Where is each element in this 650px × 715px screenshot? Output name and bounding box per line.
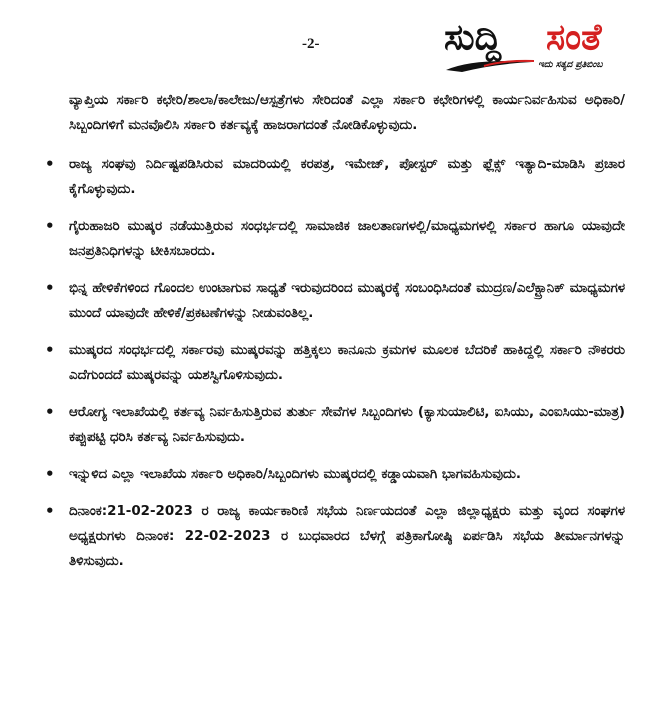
page-number: -2-: [302, 36, 320, 52]
news-logo: [444, 16, 640, 76]
bullet-icon: •: [45, 502, 55, 520]
document-body: [45, 88, 625, 586]
list-item-text: ಇನ್ನುಳಿದ ಎಲ್ಲಾ ಇಲಾಖೆಯ ಸರ್ಕಾರಿ ಅಧಿಕಾರಿ/ಸಿಬ್ಬಂದಿಗಳು ಮುಷ್ಕರದಲ್ಲಿ ಕಡ್ಡಾಯವಾಗಿ ಭಾಗವಹಿಸುವುದು.: [69, 467, 522, 482]
logo-tagline: ಇದು ಸತ್ಯದ ಪ್ರತಿಬಿಂಬ: [538, 60, 603, 70]
bullet-icon: •: [45, 403, 55, 421]
intro-paragraph: ವ್ಯಾಪ್ತಿಯ ಸರ್ಕಾರಿ ಕಛೇರಿ/ಶಾಲಾ/ಕಾಲೇಜು/ಆಸ್ಪತ್ರೆಗಳು ಸೇರಿದಂತೆ ಎಲ್ಲಾ ಸರ್ಕಾರಿ ಕಛೇರಿಗಳಲ್ಲಿ ಕಾರ್ಯನಿರ್ವಹಿಸುವ ಅಧಿಕಾರಿ/ಸಿಬ್ಬಂದಿಗಳಿಗೆ ಮನವೊಲಿಸಿ ಸರ್ಕಾರಿ ಕರ್ತವ್ಯಕ್ಕೆ ಹಾಜರಾಗದಂತೆ ನೋಡಿಕೊಳ್ಳುವುದು.: [69, 93, 625, 133]
bullet-icon: •: [45, 217, 55, 235]
list-item: [45, 499, 625, 574]
list-item-text: ಭಿನ್ನ ಹೇಳಿಕೆಗಳಿಂದ ಗೊಂದಲ ಉಂಟಾಗುವ ಸಾಧ್ಯತೆ ಇರುವುದರಿಂದ ಮುಷ್ಕರಕ್ಕೆ ಸಂಬಂಧಿಸಿದಂತೆ ಮುದ್ರಣ/ಎಲೆಕ್ಟ್ರಾನಿಕ್ ಮಾಧ್ಯಮಗಳ ಮುಂದೆ ಯಾವುದೇ ಹೇಳಿಕೆ/ಪ್ರಕಟಣೆಗಳನ್ನು ನೀಡುವಂತಿಲ್ಲ.: [69, 281, 625, 321]
list-item-text: ರಾಜ್ಯ ಸಂಘವು ನಿರ್ದಿಷ್ಟಪಡಿಸಿರುವ ಮಾದರಿಯಲ್ಲಿ ಕರಪತ್ರ, ಇಮೇಜ್, ಪೋಸ್ಟರ್ ಮತ್ತು ಫ್ಲೆಕ್ಸ್ ಇತ್ಯಾದಿ-ಮಾಡಿಸಿ ಪ್ರಚಾರ ಕೈಗೊಳ್ಳುವುದು.: [69, 157, 625, 197]
bullet-icon: •: [45, 341, 55, 359]
list-item-text: ಆರೋಗ್ಯ ಇಲಾಖೆಯಲ್ಲಿ ಕರ್ತವ್ಯ ನಿರ್ವಹಿಸುತ್ತಿರುವ ತುರ್ತು ಸೇವೆಗಳ ಸಿಬ್ಬಂದಿಗಳು (ಕ್ಯಾಸುಯಾಲಿಟಿ, ಐಸಿಯು, ಎಂಐಸಿಯು-ಮಾತ್ರ) ಕಪ್ಪುಪಟ್ಟಿ ಧರಿಸಿ ಕರ್ತವ್ಯ ನಿರ್ವಹಿಸುವುದು.: [69, 405, 625, 445]
list-item-text: ಗೈರುಹಾಜರಿ ಮುಷ್ಕರ ನಡೆಯುತ್ತಿರುವ ಸಂಧರ್ಭದಲ್ಲಿ ಸಾಮಾಜಿಕ ಜಾಲತಾಣಗಳಲ್ಲಿ/ಮಾಧ್ಯಮಗಳಲ್ಲಿ ಸರ್ಕಾರ ಹಾಗೂ ಯಾವುದೇ ಜನಪ್ರತಿನಿಧಿಗಳನ್ನು ಟೀಕಿಸಬಾರದು.: [69, 219, 625, 259]
list-item: [45, 152, 625, 202]
list-item: [45, 338, 625, 388]
bullet-icon: •: [45, 155, 55, 173]
logo-swoosh-icon: [444, 56, 536, 74]
list-item: [45, 400, 625, 450]
list-item-text: ಮುಷ್ಕರದ ಸಂಧರ್ಭದಲ್ಲಿ ಸರ್ಕಾರವು ಮುಷ್ಕರವನ್ನು ಹತ್ತಿಕ್ಕಲು ಕಾನೂನು ಕ್ರಮಗಳ ಮೂಲಕ ಬೆದರಿಕೆ ಹಾಕಿದ್ದಲ್ಲಿ ಸರ್ಕಾರಿ ನೌಕರರು ಎದೆಗುಂದದೆ ಮುಷ್ಕರವನ್ನು ಯಶಸ್ವಿಗೊಳಿಸುವುದು.: [69, 343, 625, 383]
list-item: [45, 214, 625, 264]
list-item: [45, 462, 625, 487]
bullet-icon: •: [45, 465, 55, 483]
list-item-text: ದಿನಾಂಕ:21-02-2023 ರ ರಾಜ್ಯ ಕಾರ್ಯಕಾರಿಣಿ ಸಭೆಯ ನಿರ್ಣಯದಂತೆ ಎಲ್ಲಾ ಜಿಲ್ಲಾಧ್ಯಕ್ಷರು ಮತ್ತು ವೃಂದ ಸಂಘಗಳ ಅಧ್ಯಕ್ಷರುಗಳು ದಿನಾಂಕ: 22-02-2023 ರ ಬುಧವಾರದ ಬೆಳಗ್ಗೆ ಪತ್ರಿಕಾಗೋಷ್ಠಿ ಏರ್ಪಡಿಸಿ ಸಭೆಯ ತೀರ್ಮಾನಗಳನ್ನು ತಿಳಿಸುವುದು.: [69, 504, 625, 569]
logo-word-suddi: ಸುದ್ದಿ: [444, 17, 502, 58]
instructions-list: [45, 152, 625, 574]
list-item: [45, 276, 625, 326]
bullet-icon: •: [45, 279, 55, 297]
logo-word-sante: ಸಂತೆ: [546, 17, 602, 58]
